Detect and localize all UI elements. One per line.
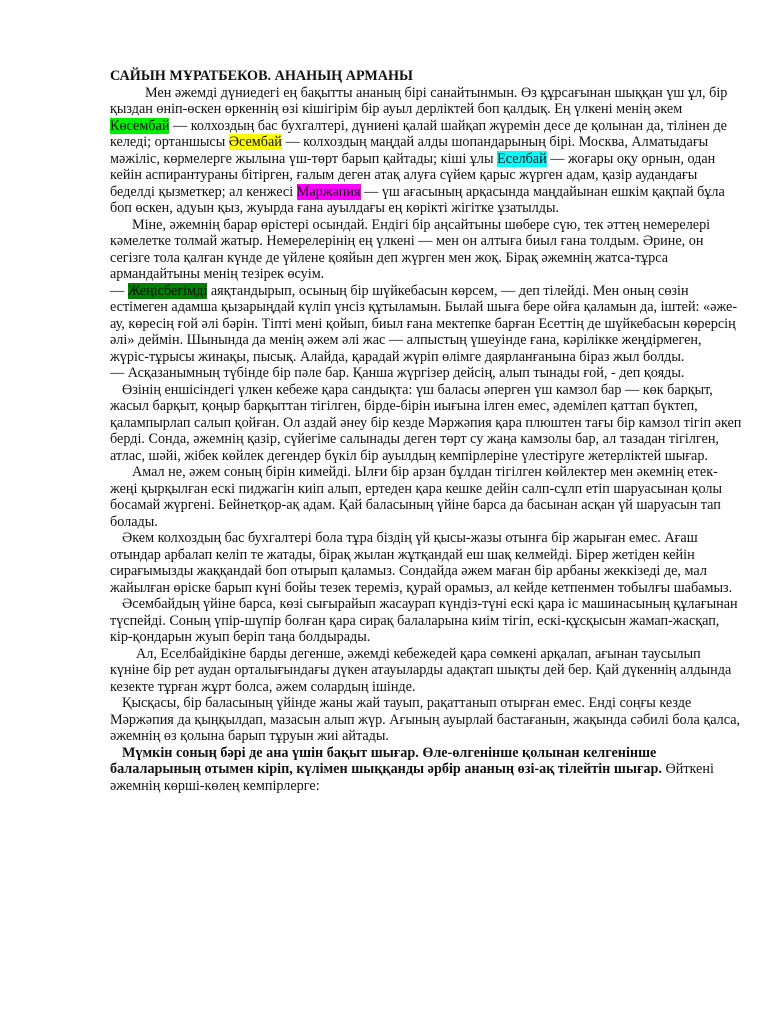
document-title: САЙЫН МҰРАТБЕКОВ. АНАНЫҢ АРМАНЫ [110,68,413,84]
highlight-name-kosembai: Көсембай [110,117,170,134]
text-run: Мен әжемді дүниедегі ең бақытты ананың бірі санайтынмын. Өз құрсағынан шыққан үш ұл, бір қыздан өніп-өскен өркеннің өзі кішігірім бір ауыл дерліктей боп қалдық. Ең үлкені менің әкем [110,84,728,117]
bold-text: Мүмкін соның бәрі де ана үшін бақыт шығар. Өле-өлгенінше қолынан келгенінше балаларының отымен кіріп, күлімен шыққанды әрбір ананың өзі-ақ тілейтін шығар. [110,744,662,777]
paragraph-6: Амал не, әжем соның бірін кимейді. Ылғи бір арзан бұлдан тігілген көйлектер мен әкемнің етек-жеңі қырқылған ескі пиджагін киіп алып, ертеден қара кешке дейін салп-сұлп етіп шаруасынан қолы босамай жүргені. Бейнетқор-ақ адам. Қай баласының үйіне барса да басынан асқан үй шаруасын тап болады. [110,464,723,530]
text-run: — үш ағасының арқасында маңдайынан ешкім қақпай бұла боп өскен, адуын қыз, жуырда ғана ауылдағы ең көрікті жігітке ұзатылды. [110,183,725,216]
text-run: — колхоздың бас бухгалтері, дүниені қалай шайқап жүремін десе де қолынан да, тілінен де келеді; ортаншысы [110,117,727,150]
paragraph-1 [110,85,742,217]
text-run: — колхоздың маңдай алды шопандарының бірі. Москва, Алматыдағы мәжіліс, көрмелерге жылына үш-төрт барып қайтады; кіші ұлы [110,134,709,167]
text-run: — жоғары оқу орнын, одан кейін аспирантураны бітірген, ғалым деген атақ алуға сүйем қарыс жүрген адам, қазір аудандағы беделді қызметкер; ал кенжесі [110,150,716,200]
text-run: Өйткені әжемнің көрші-көлең кемпірлерге: [110,761,714,794]
document-page [110,68,742,794]
paragraph-5: Өзінің еншісіндегі үлкен кебеже қара сандықта: үш баласы әперген үш камзол бар — көк барқыт, жасыл барқыт, қоңыр барқыттан тігілген, бірде-бірін иығына ілген емес, әдемілеп қаттап бүктеп, қалампырлап салып қойған. Ол аздай әнеу бір кезде Мәржәпия қара плюштен тағы бір камзол тігіп әкеп берді. Сонда, әжемнің қазір, сүйегіме салынады деген төрт су жаңа камзолы бар, ал тазадан тігілген, атлас, шәйі, жібек көйлек дегендер бүкіл бір ауылдың кемпірлеріне үлестіруге жетерліктей шығар. [110,381,742,464]
text-run: аяқтандырып, осының бір шүйкебасын көрсем, — деп тілейді. Мен оның сөзін естімеген адамша қызарыңдай күліп үнсіз құтыламын. Былай шыға бере ойға қаламын да, іштей: «әже-ау, көресің ғой әлі бәрін. Тіпті мені қойып, биыл ғана мектепке барған Есеттің де шүйкебасын көрерсің әлі» деймін. Шынында да менің әжем әлі жас — алпыстың үшеуінде ғана, кәрілікке жеңдірмеген, жүріс-тұрысы жинақы, пысық. Алайда, қарадай жүріп өлімге даярланғанына біраз жыл болды. [110,282,738,365]
highlight-name-zhenisbek: Жеңісбегімді [127,282,208,299]
paragraph-2: Міне, әжемнің барар өрістері осындай. Ендігі бір аңсайтыны шөбере сүю, тек әттең немерелері кәмелетке толмай жатыр. Немерелерінің ең үлкені — мен он алтыға биыл ғана толдым. Әрине, он сегізге тола қалған күнде де үйлене қояйын деп жүрген мен жоқ. Бірақ әжемнің жатса-тұрса армандайтыны менің тезірек өсуім. [110,216,711,282]
paragraph-4: — Асқазанымның түбінде бір пәле бар. Қанша жүргізер дейсің, алып тынады ғой, - деп қояды. [110,365,685,381]
paragraph-11 [110,745,742,795]
paragraph-10: Қысқасы, бір баласының үйінде жаны жай тауып, рақаттанып отырған емес. Енді соңғы кезде Мәржәпия да қыңқылдап, мазасын алып жүр. Ағының ауырлай бастағанын, жақында сәбилі бола қалса, әжемнің өз қолына барып тұруын жиі айтады. [110,695,741,744]
paragraph-7: Әкем колхоздың бас бухгалтері бола тұра біздің үй қысы-жазы отынға бір жарыған емес. Ағаш отындар арбалап келіп те жатады, бірақ жылан жұтқандай еш шақ келмейді. Бірер жетіден кейін сирағымызды жаққандай боп отырып қаламыз. Сондайда әжем маған бір арбаны жеккізеді де, мал жайылған өріске барып күні бойы тезек тереміз, қурай орамыз, ал кейде кетпенмен тобылғы шабамыз. [110,530,733,596]
highlight-name-eselbai: Еселбай [497,150,547,167]
paragraph-3 [110,283,742,366]
paragraph-8: Әсембайдың үйіне барса, көзі сығырайып жасаурап күндіз-түні ескі қара іс машинасының құлағынан түспейді. Соның үпір-шүпір болған қара сирақ балаларына киім тігіп, ескі-құсқысын жамап-жасқап, кір-қондарын жуып беріп таңа болдырады. [110,596,738,645]
dash: — [110,282,128,299]
highlight-name-asembai: Әсембай [228,134,282,150]
highlight-name-marzhapiya: Мәржәпия [296,183,361,200]
paragraph-9: Ал, Еселбайдікіне барды дегенше, әжемді кебежедей қара сөмкені арқалап, ағынан таусылып күніне бір рет аудан орталығындағы дүкен атауыларды адақтап шықты дей бер. Қай дүкеннің алдында кезекте тұрған жұрт болса, әжем солардың ішінде. [110,645,732,695]
